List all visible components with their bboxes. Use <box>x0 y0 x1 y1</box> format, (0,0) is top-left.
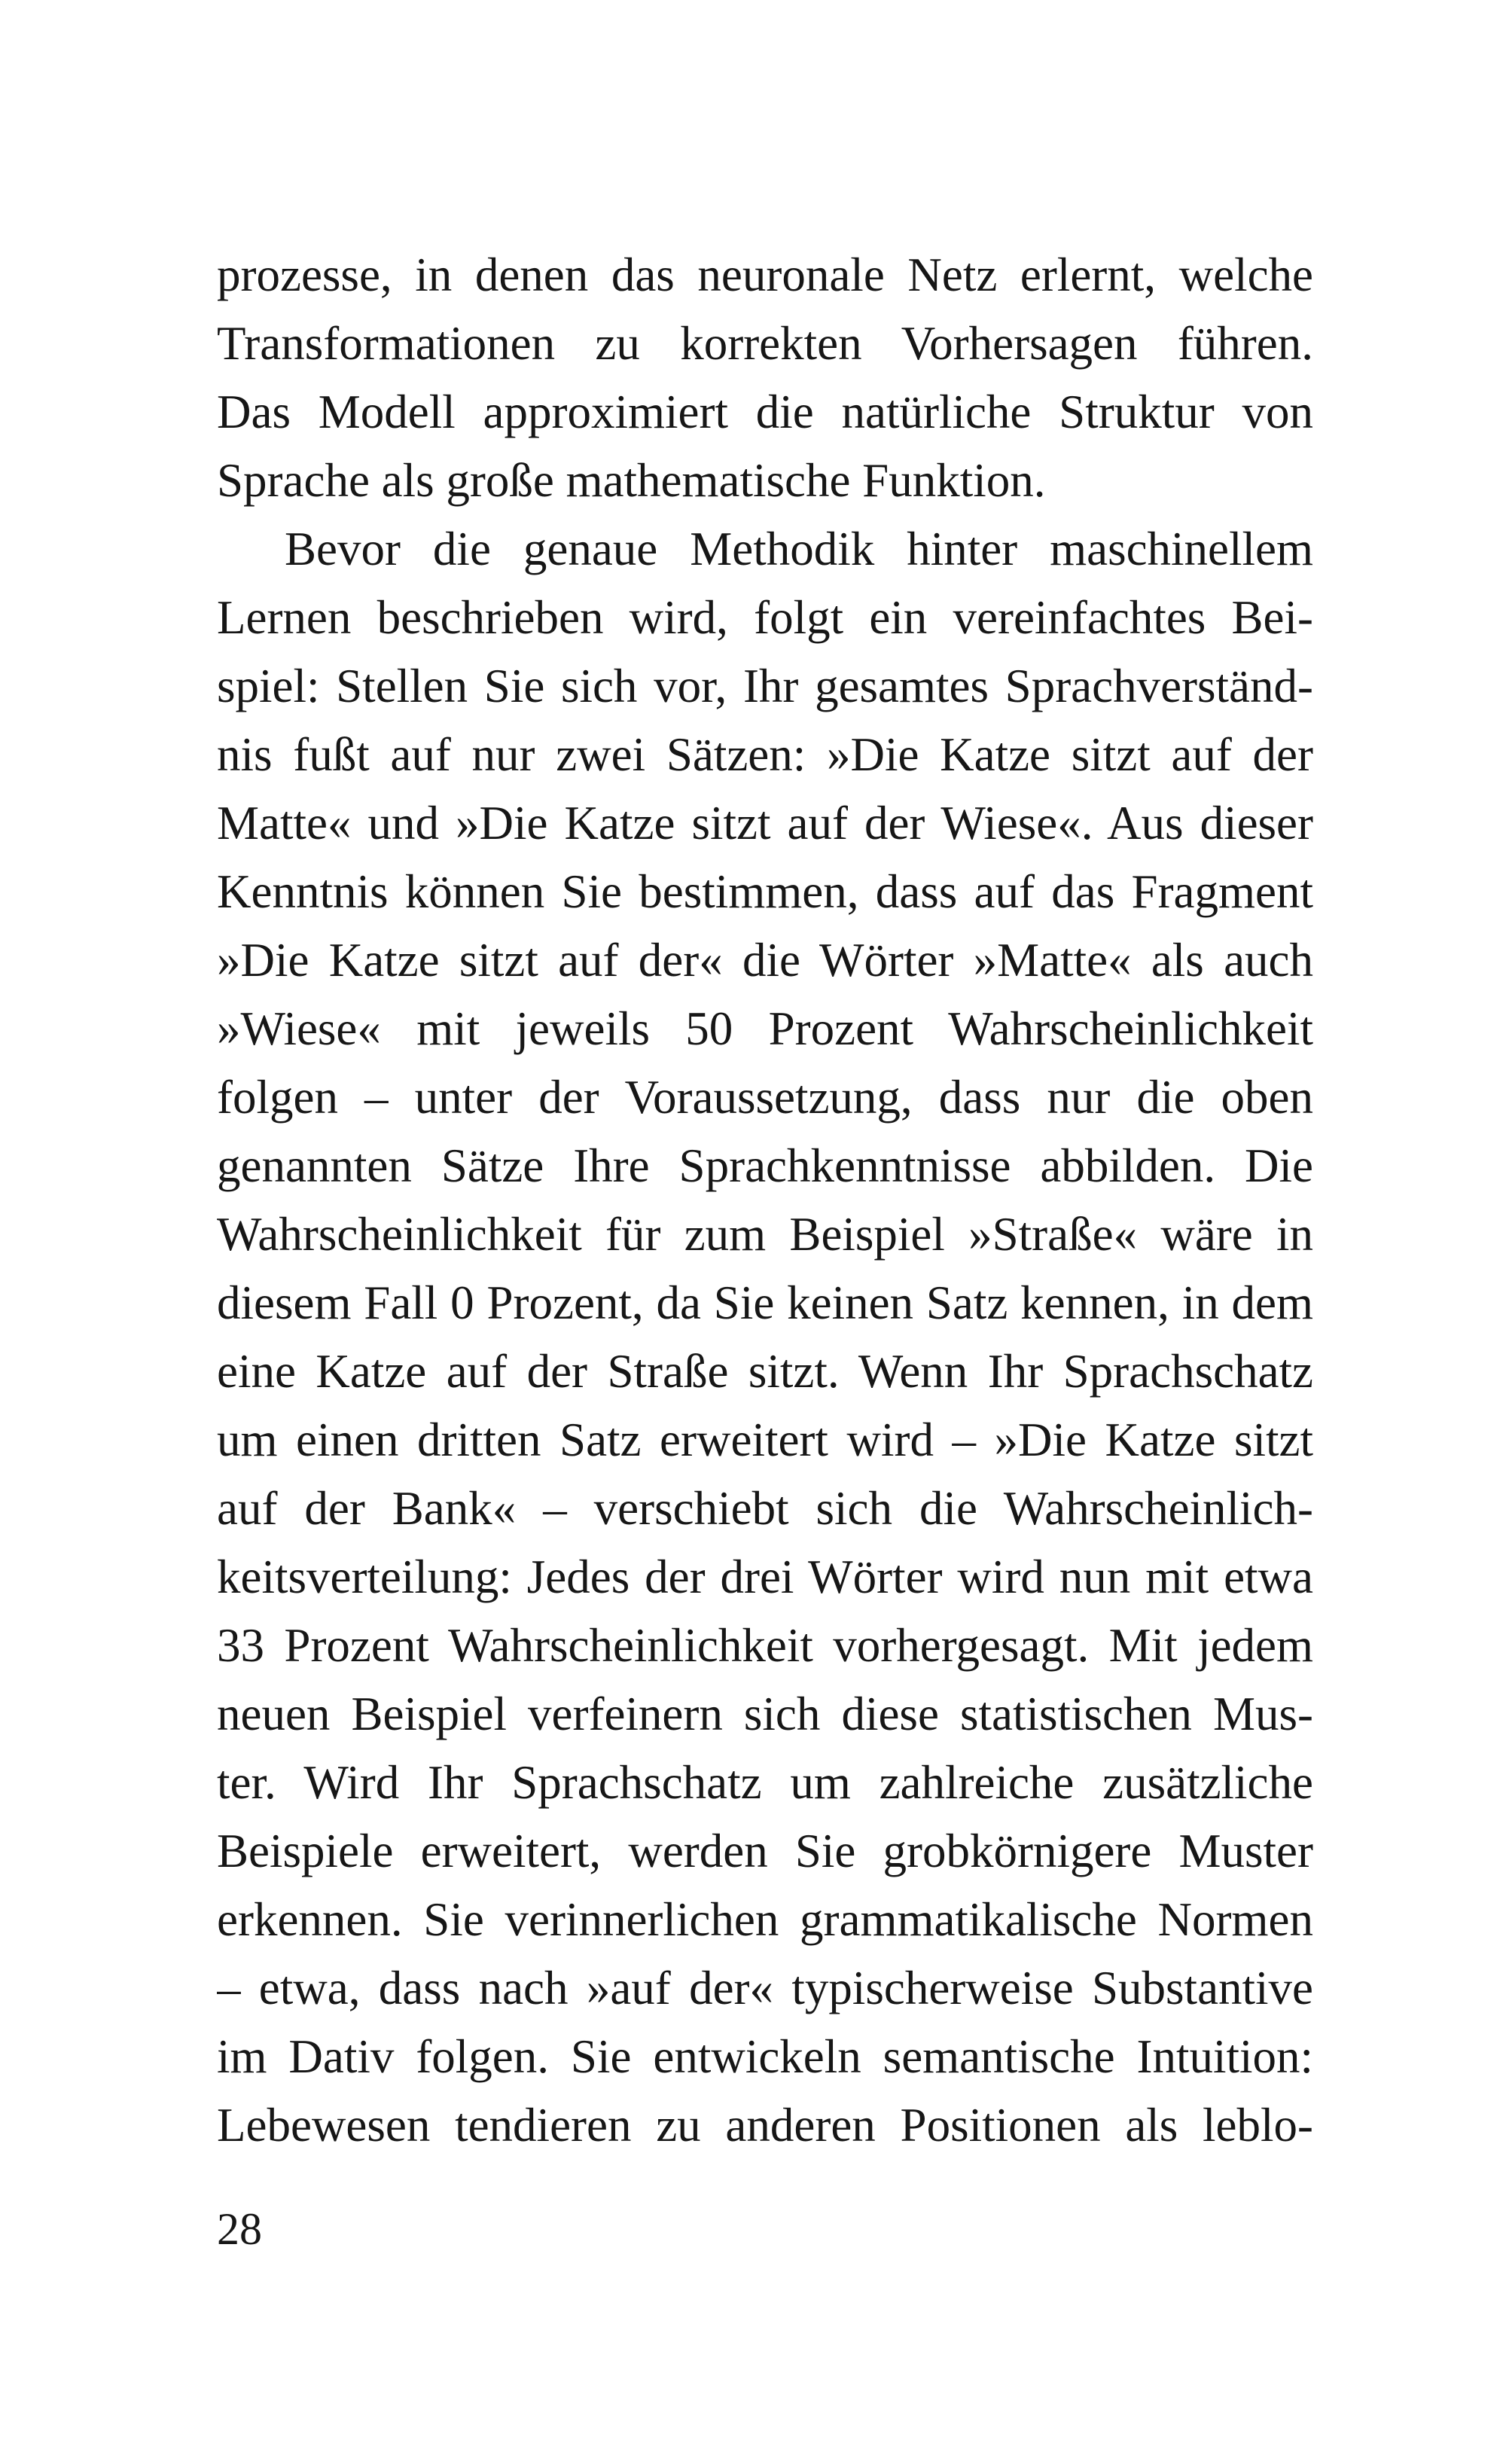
text-line: auf der Bank« – verschiebt sich die Wahrscheinlich- <box>217 1482 1313 1535</box>
text-line: keitsverteilung: Jedes der drei Wörter wird nun mit etwa <box>217 1551 1313 1603</box>
text-line: Wahrscheinlichkeit für zum Beispiel »Straße« wäre in <box>217 1208 1313 1261</box>
body-text <box>217 241 1313 2160</box>
text-line: prozesse, in denen das neuronale Netz erlernt, welche <box>217 249 1313 301</box>
paragraph-1 <box>217 241 1313 515</box>
text-line: »Wiese« mit jeweils 50 Prozent Wahrscheinlichkeit <box>217 1002 1313 1055</box>
text-line: Matte« und »Die Katze sitzt auf der Wiese«. Aus dieser <box>217 797 1313 849</box>
text-line: ter. Wird Ihr Sprachschatz um zahlreiche zusätzliche <box>217 1756 1313 1809</box>
text-line: um einen dritten Satz erweitert wird – »Die Katze sitzt <box>217 1413 1313 1466</box>
text-line: Lernen beschrieben wird, folgt ein vereinfachtes Bei- <box>217 591 1313 644</box>
text-line: erkennen. Sie verinnerlichen grammatikalische Normen <box>217 1893 1313 1946</box>
text-line: Das Modell approximiert die natürliche Struktur von <box>217 386 1313 438</box>
text-line: Transformationen zu korrekten Vorhersagen führen. <box>217 317 1313 370</box>
text-line: im Dativ folgen. Sie entwickeln semantische Intuition: <box>217 2030 1313 2083</box>
text-line: Bevor die genaue Methodik hinter maschinellem <box>285 523 1313 575</box>
text-line: Kenntnis können Sie bestimmen, dass auf das Fragment <box>217 865 1313 918</box>
text-line: spiel: Stellen Sie sich vor, Ihr gesamtes Sprachverständ- <box>217 660 1313 712</box>
paragraph-2 <box>217 515 1313 2160</box>
text-line: – etwa, dass nach »auf der« typischerweise Substantive <box>217 1962 1313 2014</box>
text-line: Beispiele erweitert, werden Sie grobkörnigere Muster <box>217 1825 1313 1877</box>
text-line: Sprache als große mathematische Funktion. <box>217 454 1046 507</box>
text-line: genannten Sätze Ihre Sprachkenntnisse abbilden. Die <box>217 1139 1313 1192</box>
text-line: folgen – unter der Voraussetzung, dass nur die oben <box>217 1071 1313 1124</box>
text-line: diesem Fall 0 Prozent, da Sie keinen Satz kennen, in dem <box>217 1276 1313 1329</box>
text-line: »Die Katze sitzt auf der« die Wörter »Matte« als auch <box>217 934 1313 987</box>
text-line: neuen Beispiel verfeinern sich diese statistischen Mus- <box>217 1688 1313 1740</box>
text-line: eine Katze auf der Straße sitzt. Wenn Ihr Sprachschatz <box>217 1345 1313 1398</box>
page-number: 28 <box>217 2204 262 2254</box>
text-line: nis fußt auf nur zwei Sätzen: »Die Katze sitzt auf der <box>217 728 1313 781</box>
text-line: Lebewesen tendieren zu anderen Positionen als leblo- <box>217 2099 1313 2151</box>
text-line: 33 Prozent Wahrscheinlichkeit vorhergesagt. Mit jedem <box>217 1619 1313 1672</box>
